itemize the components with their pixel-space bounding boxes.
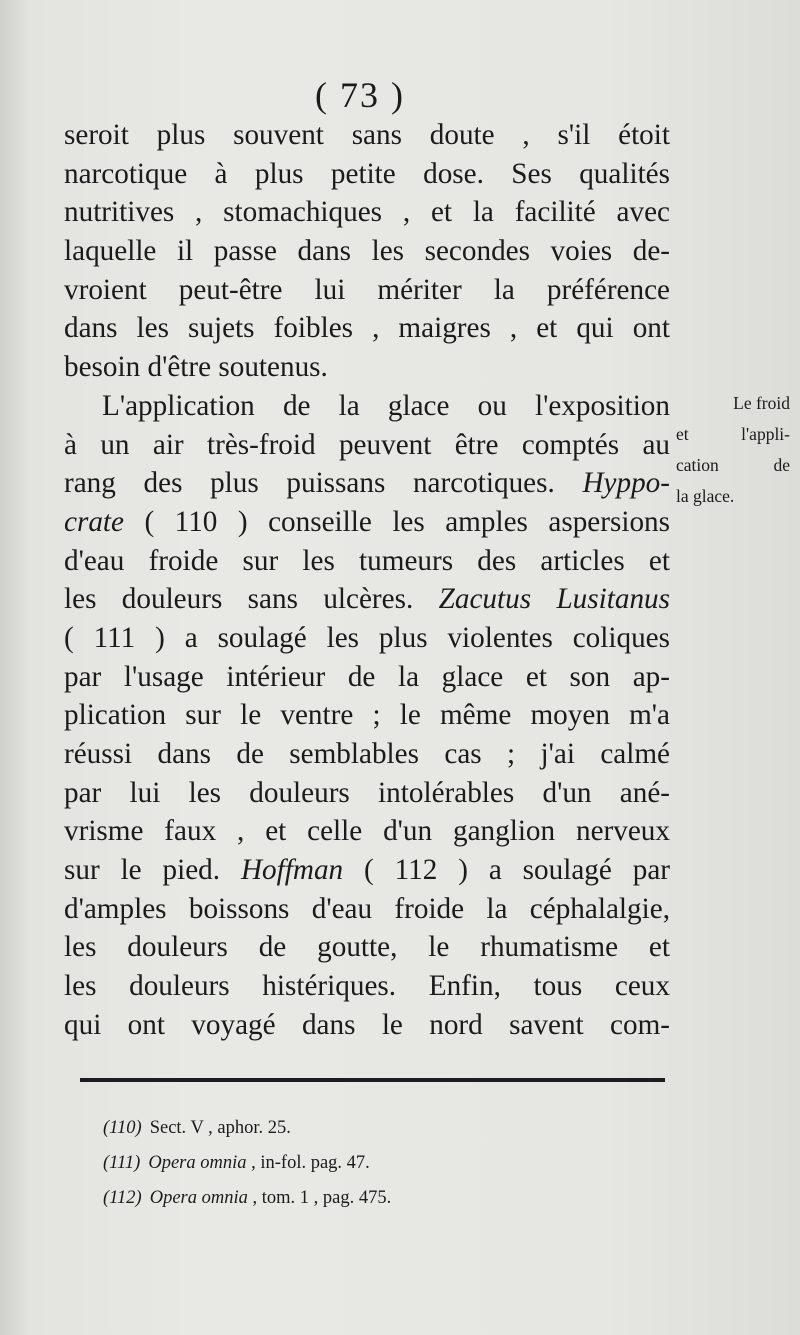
text-line: vrisme faux , et celle d'un ganglion nerveux (64, 815, 670, 848)
footnote-title: Opera omnia (148, 1153, 247, 1173)
footnote-rule (80, 1078, 665, 1082)
footnote-text: , in-fol. pag. 47. (246, 1153, 370, 1173)
text-line: laquelle il passe dans les secondes voies de- (64, 235, 670, 268)
text-segment: sur le pied. (64, 854, 241, 887)
text-line: vroient peut-être lui mériter la préférence (64, 273, 670, 306)
text-line: réussi dans de semblables cas ; j'ai calmé (64, 738, 670, 770)
text-line: d'eau froide sur les tumeurs des articles et (64, 544, 670, 577)
margin-note-line: la glace. (676, 486, 735, 506)
text-line: nutritives , stomachiques , et la facilité avec (64, 196, 670, 229)
footnote-text: Sect. V , aphor. 25. (149, 1118, 291, 1138)
margin-note-line: et l'appli- (676, 424, 790, 444)
text-line: qui ont voyagé dans le nord savent com- (64, 1008, 670, 1041)
text-line (64, 580, 670, 619)
margin-note-line: Le froid (733, 393, 790, 413)
text-line: ( 111 ) a soulagé les plus violentes coliques (64, 621, 670, 654)
text-segment: rang des plus puissans narcotiques. (64, 467, 555, 500)
footnote (103, 1181, 663, 1216)
text-line: d'amples boissons d'eau froide la céphalalgie, (64, 892, 670, 925)
text-line: seroit plus souvent sans doute , s'il étoit (64, 119, 670, 151)
footnote-ref: (110) (103, 1118, 142, 1138)
author-name: crate (64, 505, 124, 538)
text-line: plication sur le ventre ; le même moyen m'a (64, 699, 670, 732)
footnote (103, 1146, 663, 1181)
text-line (64, 503, 670, 542)
text-line (64, 464, 670, 503)
footnote-title: Opera omnia (149, 1188, 248, 1208)
main-text (64, 116, 670, 1045)
text-line (64, 851, 670, 890)
author-name: Zacutus Lusitanus (438, 583, 670, 616)
text-line: besoin d'être soutenus. (64, 351, 328, 384)
footnote-ref: (111) (103, 1153, 141, 1173)
text-line: les douleurs histériques. Enfin, tous ceux (64, 970, 670, 1003)
author-name: Hoffman (240, 854, 344, 887)
footnote-text: , tom. 1 , pag. 475. (247, 1188, 392, 1208)
margin-note-line: cation de (676, 455, 790, 475)
footnotes (103, 1111, 663, 1216)
text-line: narcotique à plus petite dose. Ses qualités (64, 157, 670, 190)
margin-note (676, 388, 790, 512)
footnote-ref: (112) (103, 1188, 142, 1208)
page-number: ( 73 ) (315, 75, 405, 115)
text-line: par lui les douleurs intolérables d'un ané- (64, 776, 670, 809)
text-line: L'application de la glace ou l'exposition (102, 389, 670, 422)
text-line: par l'usage intérieur de la glace et son ap- (64, 660, 670, 693)
text-line: à un air très-froid peuvent être comptés au (64, 428, 670, 461)
text-segment: ( 110 ) conseille les amples aspersions (123, 505, 670, 538)
text-segment: les douleurs sans ulcères. (64, 583, 439, 616)
text-segment: ( 112 ) a soulagé par (343, 854, 670, 887)
text-line: dans les sujets foibles , maigres , et qui ont (64, 312, 670, 345)
author-name: Hyppo- (582, 467, 670, 500)
footnote (103, 1111, 663, 1146)
text-line: les douleurs de goutte, le rhumatisme et (64, 931, 670, 964)
